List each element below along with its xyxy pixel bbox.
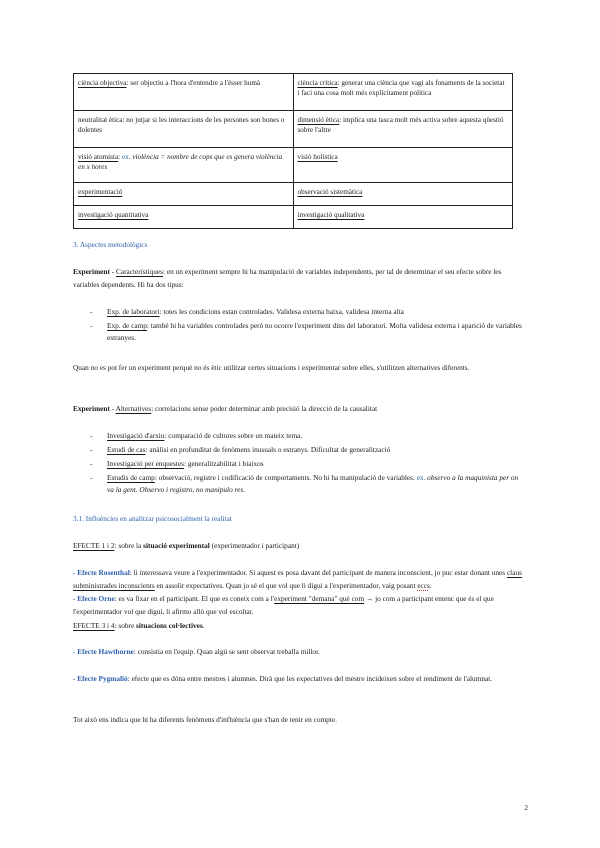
paragraph-text: en assolir expectatives. Quan jo sé el que vol que li digui a l'experimentador, vaig posant — [154, 581, 418, 590]
alternatives-list — [90, 430, 526, 498]
page-number: 2 — [524, 803, 528, 812]
cell-term: investigació qualitativa — [297, 211, 365, 219]
example-marker: ex. — [121, 153, 131, 161]
item-text: : anàlisi en profunditat de fenòmens inusuals o estranys. Dificultat de generalització — [145, 445, 391, 455]
item-text: : observació, registre i codificació de comportaments. No hi ha manipulació de variables. — [154, 473, 417, 483]
paragraph-text: . — [429, 581, 432, 590]
link-term: eccs — [417, 581, 430, 590]
paragraph-text: : li interessava veure a l'experimentador. Si aquest es posa davant del participant de manera inconscient, jo puc estar donant unes — [129, 568, 507, 577]
table-row — [74, 111, 513, 148]
list-item — [90, 472, 526, 495]
list-item — [90, 320, 526, 343]
table-cell — [293, 206, 513, 229]
paragraph-text: . — [202, 621, 205, 630]
list-item — [90, 444, 526, 456]
bullet-dash: - — [90, 321, 93, 331]
link-term: Exp. de laboratori — [107, 307, 160, 316]
link-term: Investigació d'arxiu — [107, 431, 165, 440]
bold-term: Experiment — [73, 267, 110, 276]
comparison-table — [73, 73, 513, 229]
link-term: experiment "demana" què com — [274, 594, 365, 603]
paragraph-text: : efecte que es dóna entre mestres i alumnes. Dirà que les expectatives del mestre incideixen sobre el rendiment de l'alumnat. — [127, 674, 493, 683]
list-item — [90, 430, 526, 442]
effect-name: - Efecte Hawthorne — [73, 647, 134, 656]
cell-term: observació sistemàtica — [297, 188, 363, 196]
table-cell — [74, 74, 294, 111]
bullet-dash: - — [90, 307, 93, 316]
paragraph-experiment-characteristics — [73, 265, 525, 291]
bullet-dash: - — [90, 445, 93, 455]
separator: - — [109, 404, 116, 413]
item-text: : totes les condicions estan controlades. Validesa externa baixa, validesa interna alta — [159, 307, 404, 316]
paragraph-experiment-alternatives — [73, 402, 525, 415]
bullet-dash: - — [90, 459, 93, 469]
paragraph-text: : sobre — [114, 621, 137, 630]
cell-term: dimensió ètica — [297, 116, 340, 124]
link-term: Estudi de cas — [107, 445, 146, 455]
paragraph-quan: Quan no es pot fer un experiment perquè no és ètic utilitzar certes situacions i experimentar sobre elles, s'utilitzen alternatives diferents. — [73, 363, 470, 372]
effect-name: - Efecte Pygmalió — [73, 674, 128, 683]
cell-term: ciència objectiva — [78, 79, 127, 87]
link-term: Estudis de camp — [107, 473, 155, 483]
example-marker: ex. — [416, 473, 426, 483]
paragraph-pygmalio — [73, 672, 525, 685]
table-cell — [293, 111, 513, 148]
cell-text: : — [118, 153, 122, 161]
cell-term: visió holística — [297, 153, 338, 161]
table-cell — [293, 183, 513, 206]
link-term: Exp. de camp — [107, 321, 147, 331]
paragraph-rosenthal — [73, 566, 525, 618]
item-text: : comparació de cultures sobre un mateix tema. — [164, 431, 303, 440]
paragraph-hawthorne — [73, 645, 525, 658]
cell-text: : ser objectiu a l'hora d'entendre a l'ésser humà — [126, 79, 261, 87]
separator: - — [109, 267, 116, 276]
paragraph-efecte-3-4 — [73, 619, 525, 632]
table-cell — [74, 206, 294, 229]
list-item — [90, 306, 526, 318]
experiment-types-list — [90, 306, 526, 346]
link-term: Alternatives — [115, 404, 152, 413]
paragraph-text: : sobre la — [114, 541, 144, 550]
table-cell — [74, 183, 294, 206]
link-term: claus subministrades inconscients — [73, 568, 522, 590]
cell-text: : implica una tasca molt més activa sobre aquesta qüestió sobre l'altre — [297, 116, 504, 134]
paragraph-text: : consistia en l'equip. Quan algú se sent observat treballa millor. — [133, 647, 320, 656]
paragraph-text: (experimentador i participant) — [209, 541, 300, 550]
bullet-dash: - — [90, 473, 93, 483]
effect-label: EFECTE 3 i 4 — [73, 621, 115, 630]
table-row — [74, 74, 513, 111]
bold-term: situacions col·lectives — [136, 621, 203, 630]
table-cell — [74, 111, 294, 148]
cell-term: experimentació — [78, 188, 123, 196]
link-term: Característiques — [115, 267, 163, 276]
subsection-heading: 3.1. Influències en analitzar psicosocialment la realitat — [73, 514, 232, 523]
table-row — [74, 183, 513, 206]
table-row — [74, 206, 513, 229]
list-item — [90, 458, 526, 470]
effect-label: EFECTE 1 i 2 — [73, 541, 115, 550]
link-term: Investigació per enquestes — [107, 459, 184, 469]
cell-text: : generar una ciència que vagi als fonaments de la societat i faci una cosa molt més explícitament política — [297, 79, 505, 97]
cell-term: visió atomista — [78, 153, 119, 161]
paragraph-text: : es va fixar en el participant. El que es coneix com a l' — [114, 594, 275, 603]
paragraph-closing: Tot això ens indica que hi ha diferents fenòmens d'influència que s'han de tenir en compte. — [73, 715, 337, 724]
paragraph-text: : correlacions sense poder determinar amb precisió la direcció de la causalitat — [151, 404, 378, 413]
table-row — [74, 148, 513, 183]
example-text: violència = nombre de cops que es genera violència en x hores — [78, 153, 283, 171]
bullet-dash: - — [90, 431, 93, 440]
item-text: : generalitzabilitat i biaixos — [184, 459, 264, 469]
cell-term: ciència crítica — [297, 79, 338, 87]
example-text: observo a la maquinista per on va la gent. Observo i registro, no manipulo res. — [107, 473, 519, 494]
cell-text: neutralitat ètica: no jutjar si les interaccions de les persones son bones o dolentes — [78, 116, 285, 134]
cell-term: investigació quantitativa — [78, 211, 149, 219]
effect-name: - Efecte Rosenthal — [73, 568, 130, 577]
paragraph-text: → jo com a participant entenc que és el que l'experimentador vol que digui, li afirmo allò que vol escoltar. — [73, 594, 494, 616]
bold-term: Experiment — [73, 404, 110, 413]
table-cell — [74, 148, 294, 183]
table-cell — [293, 148, 513, 183]
paragraph-text: : en un experiment sempre hi ha manipulació de variables independents, per tal de determinar el seu efecte sobre les variables dependents. Hi ha dos tipus: — [73, 267, 502, 289]
section-heading: 3. Aspectes metodològics — [73, 240, 148, 249]
item-text: : també hi ha variables controlades però no ocorre l'experiment dins del laboratori. Molta validesa externa i aparició de variables estranyes. — [107, 321, 522, 342]
paragraph-efecte-1-2 — [73, 539, 525, 552]
table-cell — [293, 74, 513, 111]
effect-name: - Efecte Orne — [73, 594, 115, 603]
bold-term: situació experimental — [143, 541, 210, 550]
